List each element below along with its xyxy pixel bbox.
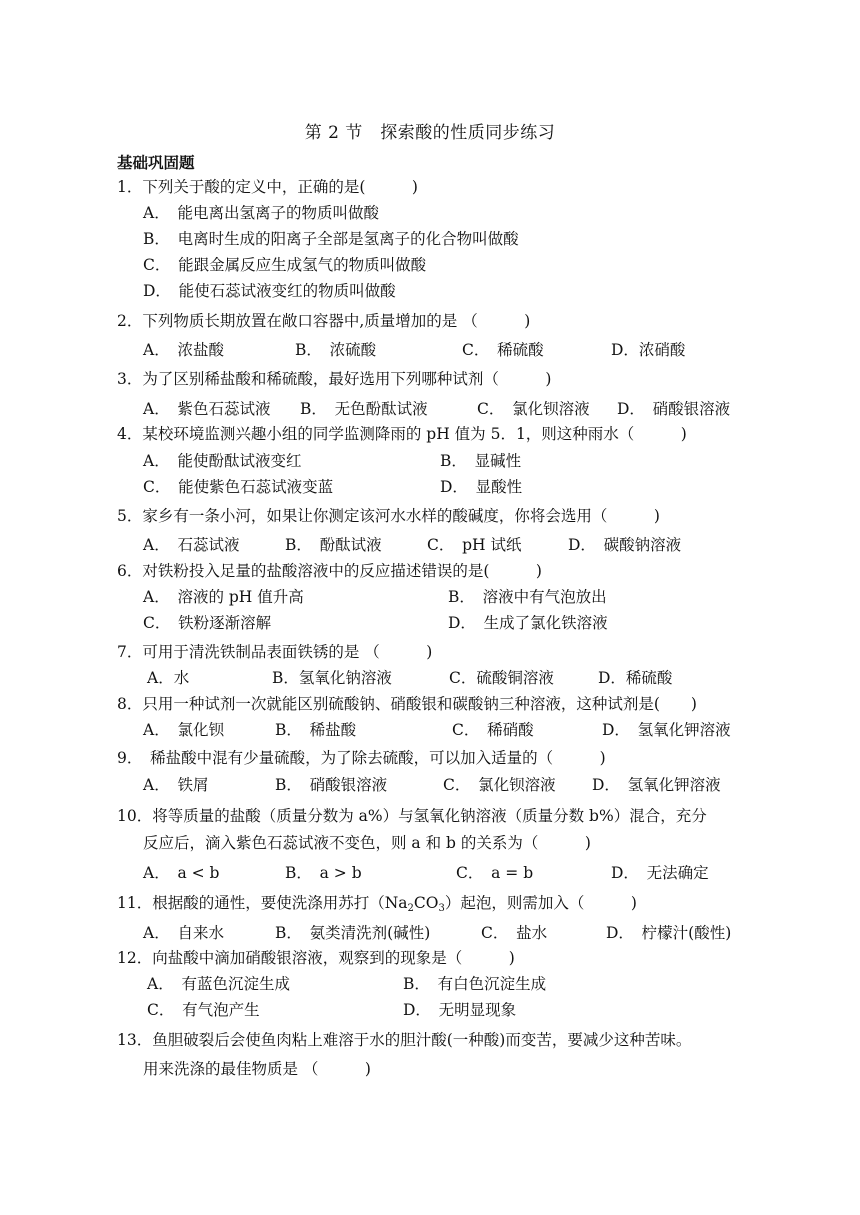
question-6-option-c: C． 铁粉逐渐溶解 xyxy=(143,614,272,632)
question-8-stem: 8．只用一种试剂一次就能区别硫酸钠、硝酸银和碳酸钠三种溶液，这种试剂是( ) xyxy=(117,695,697,713)
question-13-stem-line-2: 用来洗涤的最佳物质是 （ ) xyxy=(143,1060,371,1078)
question-8-option-b: B． 稀盐酸 xyxy=(275,721,357,739)
question-2-option-c: C． 稀硫酸 xyxy=(462,341,544,359)
question-12-option-a: A． 有蓝色沉淀生成 xyxy=(147,975,290,993)
question-11-stem xyxy=(117,893,637,913)
question-10-option-d: D． 无法确定 xyxy=(611,864,709,882)
question-11-option-a: A． 自来水 xyxy=(143,924,224,942)
question-12-option-d: D． 无明显现象 xyxy=(403,1001,517,1019)
question-11-option-d: D． 柠檬汁(酸性) xyxy=(606,924,732,942)
question-9-option-c: C． 氯化钡溶液 xyxy=(443,776,556,794)
question-3-option-d: D． 硝酸银溶液 xyxy=(617,400,731,418)
question-9-option-d: D． 氢氧化钾溶液 xyxy=(592,776,721,794)
question-10-option-c: C． a = b xyxy=(456,864,534,882)
question-3-option-a: A． 紫色石蕊试液 xyxy=(143,400,271,418)
question-7-option-b: B．氢氧化钠溶液 xyxy=(272,669,392,687)
question-5-option-a: A． 石蕊试液 xyxy=(143,536,240,554)
question-1-option-a: A． 能电离出氢离子的物质叫做酸 xyxy=(143,204,379,222)
question-11-subscript-2: 3 xyxy=(438,903,445,914)
question-11-stem-text-2: CO xyxy=(413,894,439,912)
question-2-option-b: B． 浓硫酸 xyxy=(295,341,377,359)
question-11-stem-text-3: ）起泡，则需加入（ ) xyxy=(444,894,637,912)
question-8-option-a: A． 氯化钡 xyxy=(143,721,224,739)
section-heading: 基础巩固题 xyxy=(117,154,195,172)
question-10-option-b: B． a > b xyxy=(285,864,362,882)
question-10-stem-line-1: 10．将等质量的盐酸（质量分数为 a%）与氢氧化钠溶液（质量分数 b%）混合，充分 xyxy=(117,807,707,825)
question-10-stem-line-2: 反应后，滴入紫色石蕊试液不变色，则 a 和 b 的关系为（ ) xyxy=(143,834,591,852)
question-5-option-c: C． pH 试纸 xyxy=(427,536,522,554)
question-11-option-c: C． 盐水 xyxy=(481,924,548,942)
question-2-stem: 2．下列物质长期放置在敞口容器中,质量增加的是 （ ) xyxy=(117,312,531,330)
question-3-stem: 3．为了区别稀盐酸和稀硫酸，最好选用下列哪种试剂（ ) xyxy=(117,370,552,388)
question-1-option-c: C． 能跟金属反应生成氢气的物质叫做酸 xyxy=(143,256,427,274)
question-8-option-d: D． 氢氧化钾溶液 xyxy=(602,721,731,739)
question-1-option-d: D． 能使石蕊试液变红的物质叫做酸 xyxy=(143,282,396,300)
question-12-option-c: C． 有气泡产生 xyxy=(147,1001,260,1019)
question-4-option-a: A． 能使酚酞试液变红 xyxy=(143,452,302,470)
question-11-stem-text-1: 11．根据酸的通性，要使洗涤用苏打（Na xyxy=(117,894,408,912)
question-4-option-b: B． 显碱性 xyxy=(440,452,522,470)
question-4-option-c: C． 能使紫色石蕊试液变蓝 xyxy=(143,478,334,496)
question-9-stem: 9． 稀盐酸中混有少量硫酸，为了除去硫酸，可以加入适量的（ ) xyxy=(117,749,606,767)
question-2-option-d: D．浓硝酸 xyxy=(611,341,686,359)
question-12-option-b: B． 有白色沉淀生成 xyxy=(403,975,547,993)
question-12-stem: 12．向盐酸中滴加硝酸银溶液，观察到的现象是（ ) xyxy=(117,949,515,967)
question-6-stem: 6．对铁粉投入足量的盐酸溶液中的反应描述错误的是( ) xyxy=(117,562,542,580)
question-13-stem-line-1: 13．鱼胆破裂后会使鱼肉粘上难溶于水的胆汁酸(一种酸)而变苦，要减少这种苦味。 xyxy=(117,1031,692,1049)
question-1-option-b: B． 电离时生成的阳离子全部是氢离子的化合物叫做酸 xyxy=(143,230,519,248)
question-6-option-d: D． 生成了氯化铁溶液 xyxy=(448,614,608,632)
question-5-option-d: D． 碳酸钠溶液 xyxy=(568,536,682,554)
question-11-subscript-1: 2 xyxy=(407,903,414,914)
question-11-option-b: B． 氨类清洗剂(碱性) xyxy=(275,924,431,942)
question-3-option-b: B． 无色酚酞试液 xyxy=(300,400,428,418)
question-5-option-b: B． 酚酞试液 xyxy=(285,536,382,554)
question-7-option-d: D．稀硫酸 xyxy=(598,669,673,687)
question-2-option-a: A． 浓盐酸 xyxy=(143,341,224,359)
question-4-stem: 4．某校环境监测兴趣小组的同学监测降雨的 pH 值为 5．1，则这种雨水（ ) xyxy=(117,425,687,443)
question-8-option-c: C． 稀硝酸 xyxy=(452,721,534,739)
question-6-option-b: B． 溶液中有气泡放出 xyxy=(448,588,607,606)
question-9-option-a: A． 铁屑 xyxy=(143,776,209,794)
question-4-option-d: D． 显酸性 xyxy=(440,478,523,496)
question-7-option-c: C．硫酸铜溶液 xyxy=(449,669,554,687)
question-3-option-c: C． 氯化钡溶液 xyxy=(477,400,590,418)
question-7-option-a: A．水 xyxy=(147,669,190,687)
question-5-stem: 5．家乡有一条小河，如果让你测定该河水水样的酸碱度，你将会选用（ ) xyxy=(117,507,660,525)
question-7-stem: 7．可用于清洗铁制品表面铁锈的是 （ ) xyxy=(117,643,433,661)
question-6-option-a: A． 溶液的 pH 值升高 xyxy=(143,588,304,606)
question-9-option-b: B． 硝酸银溶液 xyxy=(275,776,388,794)
question-10-option-a: A． a < b xyxy=(143,864,220,882)
question-1-stem: 1．下列关于酸的定义中，正确的是( ) xyxy=(117,178,418,196)
page-title: 第 2 节 探索酸的性质同步练习 xyxy=(304,123,556,143)
